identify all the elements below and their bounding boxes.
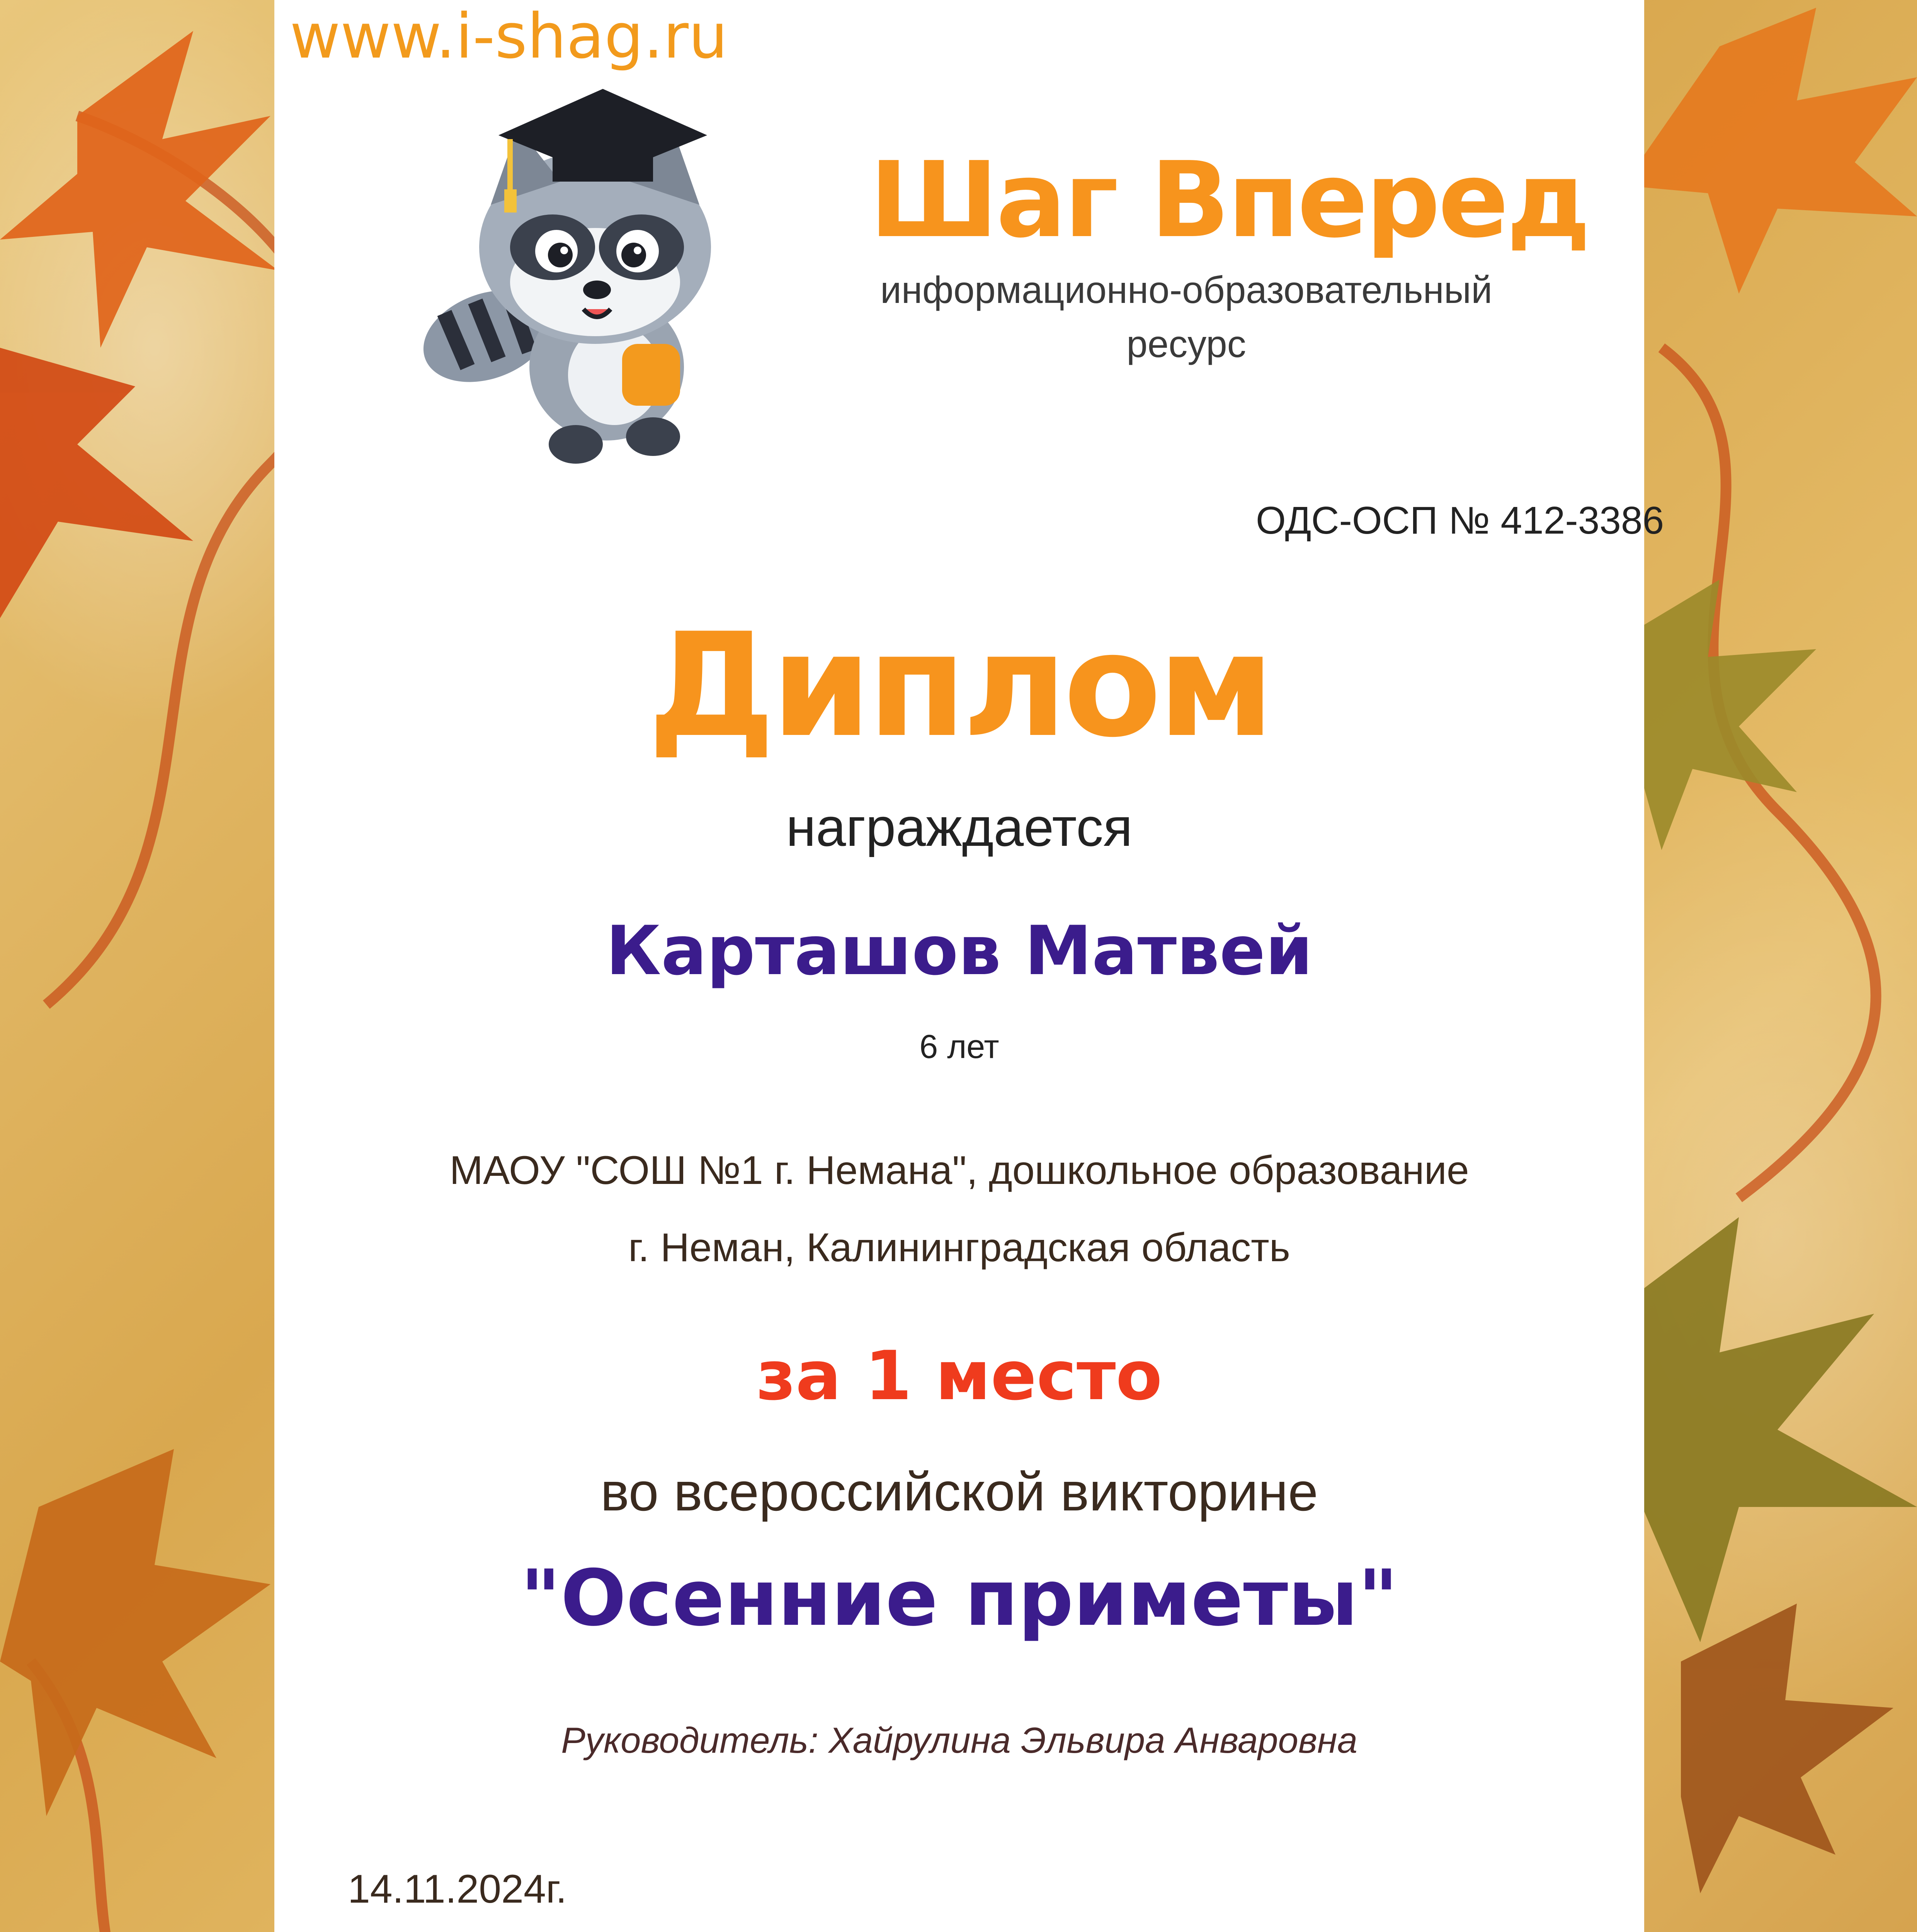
achievement: за 1 место <box>756 1337 1162 1415</box>
recipient-age: 6 лет <box>919 1028 999 1065</box>
raccoon-mascot-logo <box>421 66 769 471</box>
recipient-name: Карташов Матвей <box>606 912 1313 990</box>
event-title: "Осенние приметы" <box>520 1553 1398 1643</box>
site-url[interactable]: www.i-shag.ru <box>290 0 728 72</box>
brand-name: Шаг Вперед <box>869 139 1589 261</box>
registration-number: ОДС-ОСП № 412-3386 <box>1256 499 1664 542</box>
event-type: во всероссийской викторине <box>600 1461 1318 1522</box>
issue-date: 14.11.2024г. <box>348 1867 567 1912</box>
diploma-title: Диплом <box>648 603 1271 769</box>
supervisor: Руководитель: Хайрулина Эльвира Анваровна <box>561 1720 1357 1760</box>
organization: МАОУ "СОШ №1 г. Немана", дошкольное образование <box>449 1148 1469 1193</box>
location: г. Неман, Калининградская область <box>628 1225 1290 1270</box>
awarded-text: награждается <box>786 797 1133 857</box>
brand-subtitle: информационно-образовательный ресурс <box>880 269 1492 365</box>
